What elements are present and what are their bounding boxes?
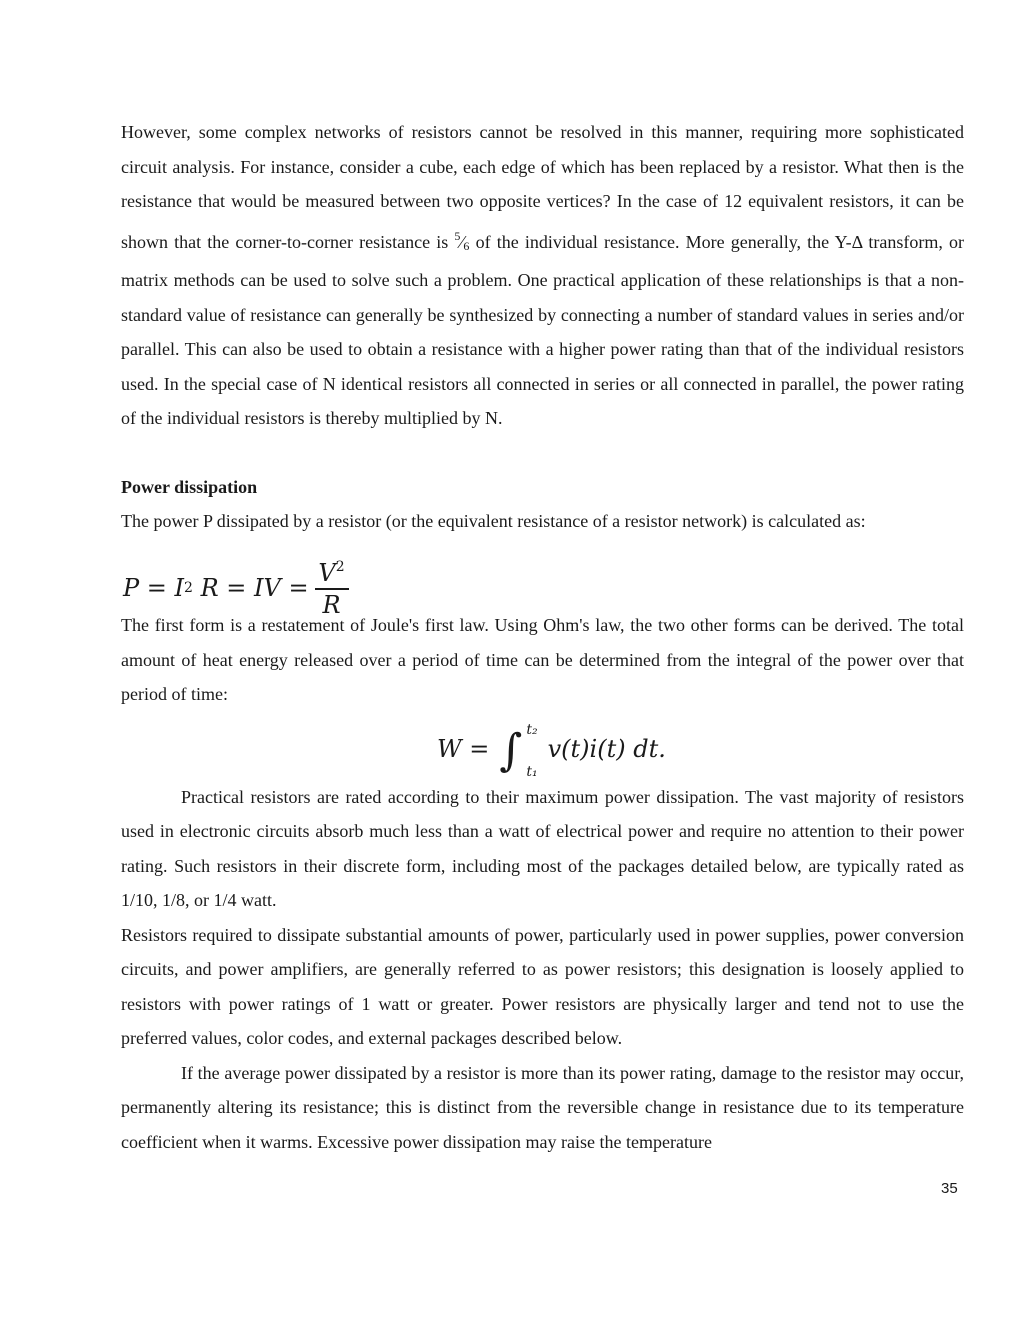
section-heading: Power dissipation xyxy=(121,476,258,497)
equation-middle: R = IV = xyxy=(200,573,309,602)
numerator-exponent: 2 xyxy=(335,559,345,575)
paragraph-text-continued: of the individual resistance. More generally, the Y-Δ transform, or matrix methods can be used to solve such a problem. One practical application of these relationships is that a non-standard value of resistance can generally be synthesized by connecting a number of standard values in series and/or parallel. This can also be used to obtain a resistance with a higher power rating than that of the individual resistors used. In the special case of N identical resistors all connected in series or all connected in parallel, the power rating of the individual resistors is thereby multiplied by N. xyxy=(121,231,964,428)
integral-sign: ∫ xyxy=(499,724,523,776)
paragraph-text: However, some complex networks of resistors cannot be resolved in this manner, requiring more sophisticated circuit analysis. For instance, consider a cube, each edge of which has been replaced by a resistor. What then is the resistance that would be measured between two opposite vertices? In the case of 12 equivalent resistors, it can be shown that the corner-to-corner resistance is xyxy=(121,122,964,252)
paragraph-power-resistors: Resistors required to dissipate substantial amounts of power, particularly used in power supplies, power conversion circuits, and power amplifiers, are generally referred to as power resistors; this designation is loosely applied to resistors with power ratings of 1 watt or greater. Power resistors are physically larger and tend not to use the preferred values, color codes, and external packages described below. xyxy=(121,924,964,1048)
fraction-five-sixths xyxy=(454,228,470,253)
document-page xyxy=(121,115,964,1159)
fraction-numerator-v: V xyxy=(318,559,336,587)
paragraph-power-formula-intro: The power P dissipated by a resistor (or the equivalent resistance of a resistor network) is calculated as: xyxy=(121,510,866,531)
paragraph-joule-law: The first form is a restatement of Joule's first law. Using Ohm's law, the two other forms can be derived. The total amount of heat energy released over a period of time can be determined from the integral of the power over that period of time: xyxy=(121,615,964,704)
energy-integral-equation xyxy=(121,712,964,780)
power-equation xyxy=(121,538,964,619)
equation-fraction xyxy=(315,552,349,620)
integrand: v(t)i(t) dt. xyxy=(547,734,666,763)
fraction-numerator: 5 xyxy=(454,228,461,243)
equation-lhs: P = I xyxy=(123,573,184,602)
paragraph-overload: If the average power dissipated by a resistor is more than its power rating, damage to the resistor may occur, permanently altering its resistance; this is distinct from the reversible change in resistance due to its temperature coefficient when it warms. Excessive power dissipation may raise the temperature xyxy=(121,1062,964,1152)
integral-lower-limit: t₁ xyxy=(526,763,538,780)
equation-exponent: 2 xyxy=(184,579,193,596)
fraction-denominator: 6 xyxy=(463,238,470,253)
fraction-slash: ⁄ xyxy=(460,231,464,252)
paragraph-practical-ratings: Practical resistors are rated according to their maximum power dissipation. The vast majority of resistors used in electronic circuits absorb much less than a watt of electrical power and require no attention to their power rating. Such resistors in their discrete form, including most of the packages detailed below, are typically rated as 1/10, 1/8, or 1/4 watt. xyxy=(121,786,964,910)
integral-lhs: W = xyxy=(437,734,490,763)
integral-upper-limit: t₂ xyxy=(526,721,538,738)
integral-limits xyxy=(526,722,537,780)
fraction-denominator-r: R xyxy=(322,590,341,619)
page-number: 35 xyxy=(941,1180,958,1197)
paragraph-resistor-networks xyxy=(121,115,964,436)
